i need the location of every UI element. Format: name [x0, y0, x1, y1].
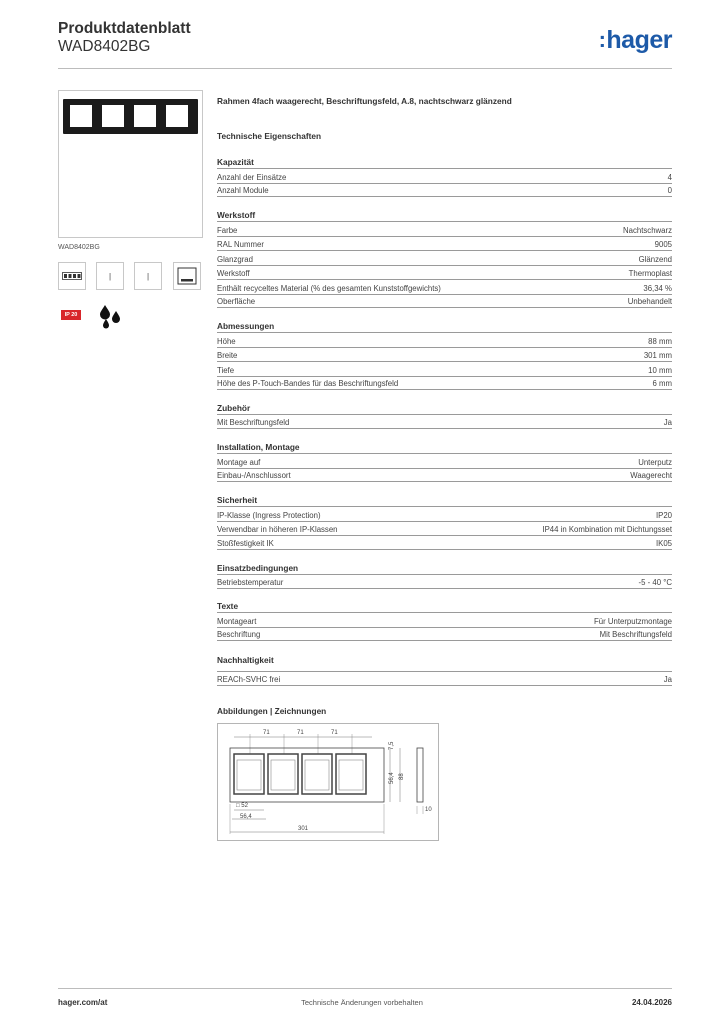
header-divider — [58, 68, 672, 69]
product-description: Rahmen 4fach waagerecht, Beschriftungsfeld, A.8, nachtschwarz glänzend — [217, 96, 512, 106]
table-row: Mit Beschriftungsfeld Ja — [217, 414, 672, 429]
dim-inner-width: 56,4 — [240, 814, 252, 820]
dim-pitch-1: 71 — [263, 730, 270, 736]
table-row: RAL Nummer 9005 — [217, 236, 672, 251]
dim-height: 88 — [399, 773, 405, 780]
footer-divider — [58, 988, 672, 989]
dim-inner-height: 56,4 — [389, 772, 395, 784]
table-row: Beschriftung Mit Beschriftungsfeld — [217, 627, 672, 642]
table-row: IP-Klasse (Ingress Protection) IP20 — [217, 506, 672, 521]
section-title-accessories: Zubehör — [217, 403, 251, 413]
tech-properties-heading: Technische Eigenschaften — [217, 131, 322, 141]
dim-width: 301 — [298, 826, 309, 832]
dim-square: □ 52 — [236, 803, 248, 809]
table-row: Betriebstemperatur -5 - 40 °C — [217, 574, 672, 589]
footer-website[interactable]: hager.com/at — [58, 998, 108, 1007]
dim-depth: 10 — [425, 807, 432, 813]
table-row: Oberfläche Unbehandelt — [217, 294, 672, 309]
ip-rating-icon: IP 20 — [61, 310, 81, 320]
section-title-material: Werkstoff — [217, 210, 256, 220]
section-title-installation: Installation, Montage — [217, 442, 300, 452]
table-row: Montage auf Unterputz — [217, 453, 672, 468]
table-row: Höhe 88 mm — [217, 332, 672, 347]
hager-logo: :hager — [598, 26, 672, 54]
table-row: Enthält recyceltes Material (% des gesamten Kunststoffgewichts) 36,34 % — [217, 279, 672, 294]
frame-opening — [70, 105, 92, 127]
vertical-line-icon: | — [134, 262, 162, 290]
logo-text: hager — [606, 26, 672, 54]
table-row: Breite 301 mm — [217, 347, 672, 362]
section-title-sustainability: Nachhaltigkeit — [217, 655, 274, 665]
section-title-texts: Texte — [217, 601, 239, 611]
technical-drawing — [217, 723, 439, 841]
table-row: Einbau-/Anschlussort Waagerecht — [217, 468, 672, 483]
dim-top: 7,5 — [389, 741, 395, 750]
table-row: Stoßfestigkeit IK IK05 — [217, 535, 672, 550]
section-title-dimensions: Abmessungen — [217, 321, 275, 331]
frame-opening — [134, 105, 156, 127]
table-row: Anzahl der Einsätze 4 — [217, 168, 672, 183]
vertical-line-icon: | — [96, 262, 124, 290]
table-row: Glanzgrad Glänzend — [217, 250, 672, 265]
table-row: Tiefe 10 mm — [217, 361, 672, 376]
section-title-capacity: Kapazität — [217, 157, 254, 167]
image-caption: WAD8402BG — [58, 244, 100, 251]
section-title-operating-conditions: Einsatzbedingungen — [217, 563, 299, 573]
footer-note: Technische Änderungen vorbehalten — [301, 998, 423, 1007]
frame-illustration — [63, 99, 198, 134]
section-title-safety: Sicherheit — [217, 495, 258, 505]
article-number: WAD8402BG — [58, 38, 151, 55]
dim-pitch-3: 71 — [331, 730, 338, 736]
label-field-icon — [173, 262, 201, 290]
frame-opening — [102, 105, 124, 127]
table-row: Montageart Für Unterputzmontage — [217, 612, 672, 627]
table-row: Anzahl Module 0 — [217, 183, 672, 198]
table-row: Werkstoff Thermoplast — [217, 265, 672, 280]
product-image — [58, 90, 203, 238]
footer-date: 24.04.2026 — [631, 998, 672, 1007]
table-row: Höhe des P-Touch-Bandes für das Beschriftungsfeld 6 mm — [217, 376, 672, 391]
table-row: REACh-SVHC frei Ja — [217, 671, 672, 686]
drawings-heading: Abbildungen | Zeichnungen — [217, 706, 327, 716]
table-row: Verwendbar in höheren IP-Klassen IP44 in Kombination mit Dichtungsset — [217, 521, 672, 536]
frame-opening — [166, 105, 188, 127]
document-title: Produktdatenblatt — [58, 20, 191, 37]
frame-4gang-icon — [58, 262, 86, 290]
dim-pitch-2: 71 — [297, 730, 304, 736]
table-row: Farbe Nachtschwarz — [217, 221, 672, 236]
water-drops-icon — [96, 302, 124, 330]
